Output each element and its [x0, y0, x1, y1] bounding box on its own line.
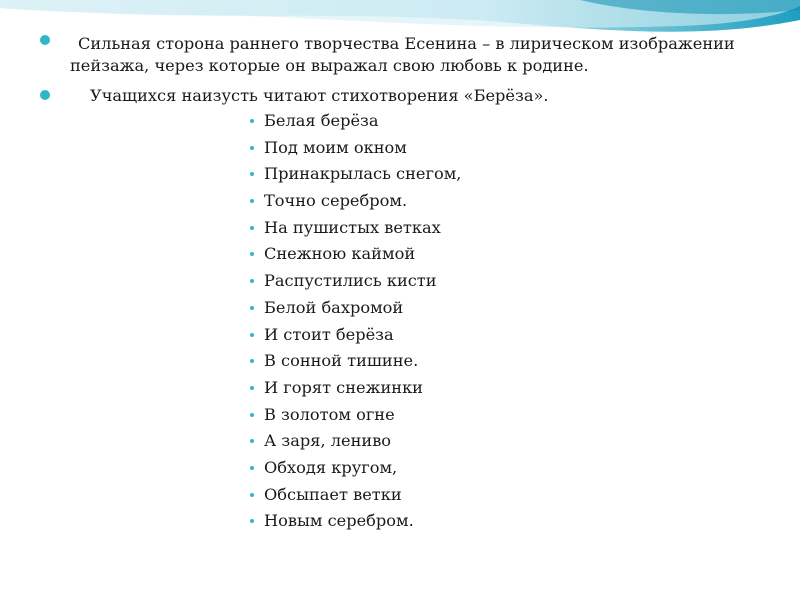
bullet-dot-icon	[250, 519, 254, 523]
poem-line: В золотом огне	[248, 402, 461, 429]
bullet-dot-icon	[250, 413, 254, 417]
poem-line: Точно серебром.	[248, 188, 461, 215]
poem-line: Обходя кругом,	[248, 455, 461, 482]
poem-line: В сонной тишине.	[248, 348, 461, 375]
poem-line: Белая берёза	[248, 108, 461, 135]
poem-line: Принакрылась снегом,	[248, 161, 461, 188]
bullet-dot-icon	[250, 252, 254, 256]
bullet-dot-icon	[250, 386, 254, 390]
bullet-dot-icon	[250, 199, 254, 203]
poem-line: И стоит берёза	[248, 322, 461, 349]
poem-line: Обсыпает ветки	[248, 482, 461, 509]
bullet-dot-icon	[250, 226, 254, 230]
bullet-text: Сильная сторона раннего творчества Есенина – в лирическом изображении пейзажа, через которые он выражал свою любовь к родине.	[70, 34, 735, 75]
poem-line: Под моим окном	[248, 135, 461, 162]
poem-line: Снежною каймой	[248, 241, 461, 268]
bullet-dot-icon	[250, 466, 254, 470]
bullet-dot-icon	[250, 493, 254, 497]
poem-line: Распустились кисти	[248, 268, 461, 295]
poem-line: На пушистых ветках	[248, 215, 461, 242]
bullet-dot-icon	[250, 146, 254, 150]
poem-line: Новым серебром.	[248, 508, 461, 535]
bullet-dot-icon	[40, 90, 50, 100]
poem-line: А заря, лениво	[248, 428, 461, 455]
bullet-dot-icon	[250, 172, 254, 176]
bullet-dot-icon	[250, 119, 254, 123]
bullet-dot-icon	[250, 333, 254, 337]
bullet-dot-icon	[250, 279, 254, 283]
bullet-dot-icon	[250, 306, 254, 310]
bullet-dot-icon	[40, 35, 50, 45]
poem-list	[248, 108, 461, 535]
poem-line: И горят снежинки	[248, 375, 461, 402]
bullet-dot-icon	[250, 439, 254, 443]
poem-line: Белой бахромой	[248, 295, 461, 322]
bullet-text: Учащихся наизусть читают стихотворения «Берёза».	[90, 86, 549, 105]
bullet-dot-icon	[250, 359, 254, 363]
